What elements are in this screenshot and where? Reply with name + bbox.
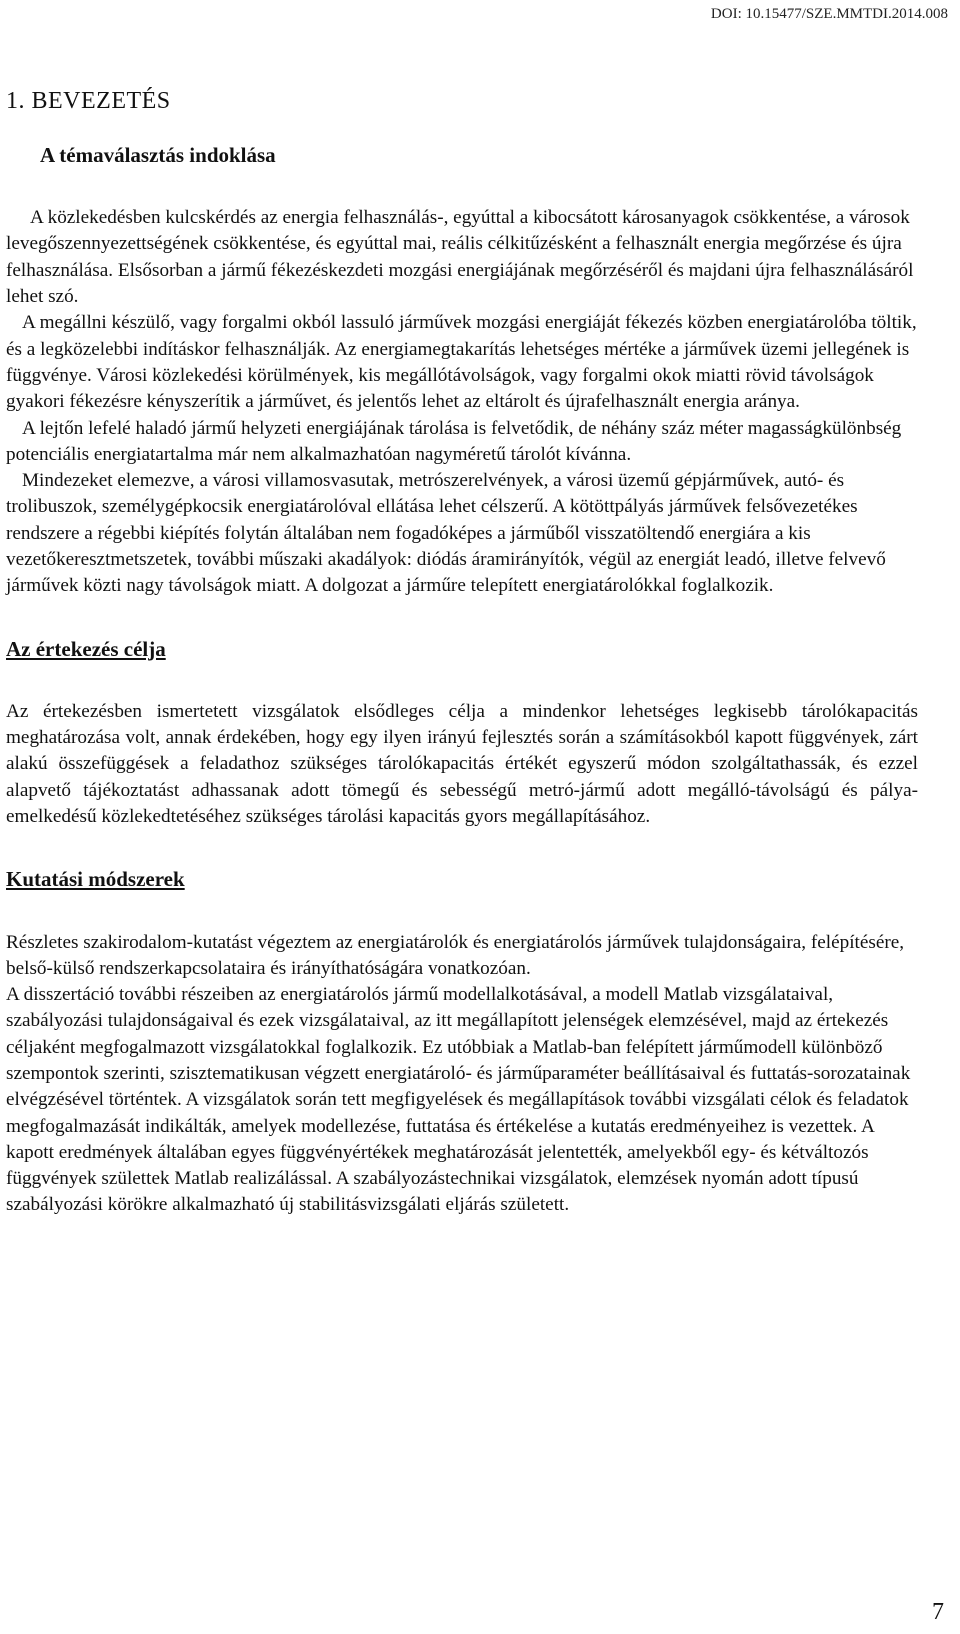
section-heading-topic-justification: A témaválasztás indoklása xyxy=(40,143,276,167)
page-number: 7 xyxy=(932,1599,944,1625)
document-body xyxy=(6,88,918,1219)
paragraph: Részletes szakirodalom-kutatást végeztem az energiatárolók és energiatárolós járművek tulajdonságaira, felépítésére, belső-külső rendszerkapcsolataira és irányíthatóságára vonatkozóan. xyxy=(6,931,905,979)
paragraph: A lejtőn lefelé haladó jármű helyzeti energiájának tárolása is felvetődik, de néhány száz méter magasságkülönbség potenciális energiatartalma már nem alkalmazhatóan nagyméretű tárolót kívánna. xyxy=(6,417,902,465)
paragraph: Az értekezésben ismertetett vizsgálatok elsődleges célja a mindenkor lehetséges legkisebb tárolókapacitás meghatározása volt, annak érdekében, hogy egy ilyen irányú fejlesztés során a számításokból kapott függvények, zárt alakú összefüggések a feladathoz szükséges tárolókapacitás értékét egyszerű módon szolgáltathassák, és ezzel alapvető tájékoztatást adhassanak adott tömegű és sebességű metró-jármű adott megálló-távolságú és pálya-emelkedésű közlekedtetéséhez szükséges tárolási kapacitás gyors megállapításához. xyxy=(6,700,918,828)
section-heading-research-methods: Kutatási módszerek xyxy=(6,867,185,892)
paragraph: A megállni készülő, vagy forgalmi okból lassuló járművek mozgási energiáját fékezés közben energiatárolóba töltik, és a legközelebbi indításkor felhasználják. Az energiamegtakarítás lehetséges mértéke a járművek üzemi jellegének is függvénye. Városi közlekedési körülmények, kis megállótávolságok, vagy forgalmi okok miatti rövid távolságok gyakori fékezésre kényszerítik a járművet, és jelentős lehet az eltárolt és újrafelhasznált energia aránya. xyxy=(6,312,917,413)
paragraph: Mindezeket elemezve, a városi villamosvasutak, metrószerelvények, a városi üzemű gépjárművek, autó- és trolibuszok, személygépkocsik energiatárolóval ellátása lehet célszerű. A kötöttpályás járművek felsővezetékes rendszere a régebbi kiépítés folytán általában nem fogadóképes a járműből visszatöltendő energiára a kis vezetőkeresztmetszetek, további műszaki akadályok: diódás áramirányítók, végül az energiát leadó, illetve felvevő járművek közti nagy távolságok miatt. A dolgozat a járműre telepített energiatárolókkal foglalkozik. xyxy=(6,470,886,597)
chapter-title: 1. BEVEZETÉS xyxy=(6,88,171,114)
paragraph: A közlekedésben kulcskérdés az energia felhasználás-, egyúttal a kibocsátott károsanyagok csökkentése, a városok levegőszennyezettségének csökkentése, és egyúttal mai, reális célkitűzésként a felhasznált energia megőrzése és újra felhasználása. Elsősorban a jármű fékezéskezdeti mozgási energiájának megőrzéséről és majdani újra felhasználásáról lehet szó. xyxy=(6,207,914,308)
section-heading-dissertation-goal: Az értekezés célja xyxy=(6,636,166,661)
doi-header: DOI: 10.15477/SZE.MMTDI.2014.008 xyxy=(710,6,948,22)
paragraph: A disszertáció további részeiben az energiatárolós jármű modellalkotásával, a modell Matlab vizsgálataival, szabályozási tulajdonságaival és ezek vizsgálataival, az itt megállapított jelenségek elemzésével, majd az értekezés céljaként megfogalmazott vizsgálatokkal foglalkozik. Ez utóbbiak a Matlab-ban felépített járműmodell különböző szempontok szerinti, szisztematikusan végzett energiatároló- és járműparaméter beállításaival és futtatás-sorozatainak elvégzésével történtek. A vizsgálatok során tett megfigyelések és megállapítások további vizsgálati célok és feladatok megfogalmazását indikálták, amelyek modellezése, futtatása és értékelése a kutatás eredményeihez is vezettek. A kapott eredmények általában egyes függvényértékek meghatározását jelentették, amelyekből egy- és kétváltozós függvények születtek Matlab realizálással. A szabályozástechnikai vizsgálatok, elemzések nyomán adott típusú szabályozási körökre alkalmazható új stabilitásvizsgálati eljárás született. xyxy=(6,984,911,1216)
